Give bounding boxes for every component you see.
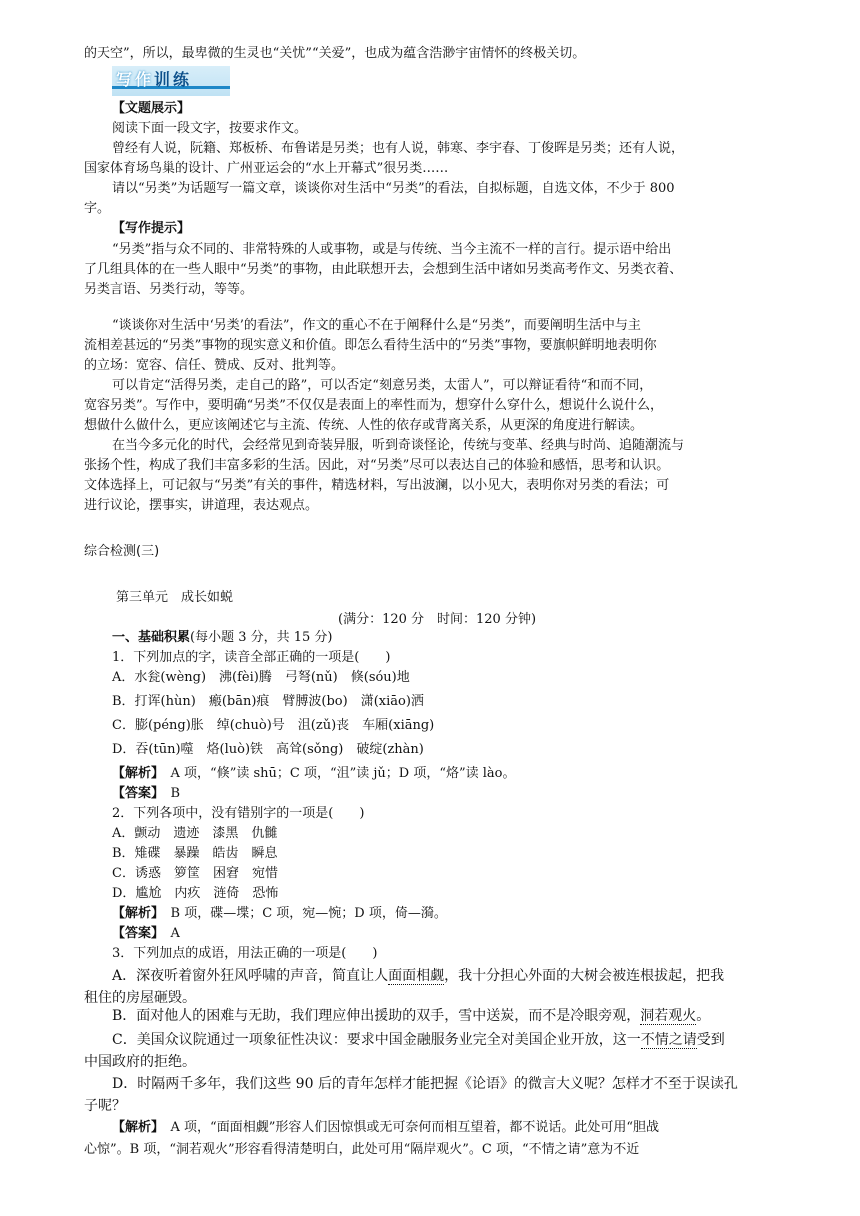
q2-option-b: B．雉碟 暴躁 皓齿 瞬息 [112,846,278,861]
q3-idiom-c: 不情之请 [640,1032,697,1048]
banner-text-part2: 训练 [154,70,193,89]
q3-option-c: C．美国众议院通过一项象征性决议：要求中国金融服务业完全对美国企业开放，这一不情之请受到 [112,1032,725,1048]
q3-option-d-cont: 子呢？ [84,1098,126,1114]
q1-option-a: A．水瓮(wèng) 沸(fèi)腾 弓弩(nǔ) 倏(sóu)地 [112,670,410,685]
q1-option-b: B．打诨(hùn) 瘢(bān)痕 臂膊波(bo) 潇(xiāo)洒 [112,694,424,709]
heading-prompt: 【文题展示】 [112,101,191,116]
q1-option-d: D．吞(tūn)噬 烙(luò)铁 高耸(sǒng) 破绽(zhàn) [112,742,424,757]
prompt-line: 阅读下面一段文字，按要求作文。 [112,121,308,136]
tips-line: 流相差甚远的“另类”事物的现实意义和价值。即怎么看待生活中的“另类”事物，要旗帜鲜明地表明你 [84,338,657,353]
prompt-line: 国家体育场鸟巢的设计、广州亚运会的“水上开幕式”很另类…… [84,161,449,176]
q3-option-d: D．时隔两千多年，我们这些 90 后的青年怎样才能把握《论语》的微言大义呢？怎样才不至于误读孔 [112,1076,738,1092]
q3-option-c-cont: 中国政府的拒绝。 [84,1054,196,1070]
tips-line: “另类”指与众不同的、非常特殊的人或事物，或是与传统、当今主流不一样的言行。提示语中给出 [112,242,672,257]
tips-line: 的立场：宽容、信任、赞成、反对、批判等。 [84,358,345,373]
q3-option-a: A．深夜听着窗外狂风呼啸的声音，简直让人面面相觑，我十分担心外面的大树会被连根拔起，把我 [112,968,725,984]
q1-stem: 1．下列加点的字，读音全部正确的一项是( ) [112,650,391,665]
q2-analysis: 【解析】 B 项，碟—堞；C 项，宛—惋；D 项，倚—漪。 [112,906,447,921]
tips-line: 进行议论，摆事实，讲道理，表达观点。 [84,498,319,513]
tips-line: 文体选择上，可记叙与“另类”有关的事件，精选材料，写出波澜，以小见大，表明你对另类的看法；可 [84,478,670,493]
tips-line: 张扬个性，构成了我们丰富多彩的生活。因此，对“另类”尽可以表达自己的体验和感悟，思考和认识。 [84,458,670,473]
q2-answer: 【答案】 A [112,926,180,941]
q3-option-a-cont: 租住的房屋砸毁。 [84,990,196,1006]
tips-line: 另类言语、另类行动，等等。 [84,282,254,297]
test-title: 综合检测(三) [84,544,160,559]
tips-line: 在当今多元化的时代，会经常见到奇装异服，听到奇谈怪论，传统与变革、经典与时尚、追随潮流与 [112,438,685,453]
tips-line: 宽容另类”。写作中，要明确“另类”不仅仅是表面上的率性而为，想穿什么穿什么，想说什么说什么， [84,398,663,413]
tips-line: 了几组具体的在一些人眼中“另类”的事物，由此联想开去，会想到生活中诸如另类高考作文、另类衣着、 [84,262,683,277]
q2-option-d: D．尴尬 内疚 涟倚 恐怖 [112,886,279,901]
unit-title: 第三单元 成长如蜕 [116,590,234,605]
q2-stem: 2．下列各项中，没有错别字的一项是( ) [112,806,365,821]
q3-idiom-a: 面面相觑 [388,968,445,984]
prompt-line: 请以“另类”为话题写一篇文章，谈谈你对生活中“另类”的看法，自拟标题，自选文体，不少于 800 [112,181,675,196]
intro-tail: 的天空”，所以，最卑微的生灵也“关忧”“关爱”，也成为蕴含浩渺宇宙情怀的终极关切。 [84,46,586,61]
q2-option-a: A．颤动 遗迹 漆黑 仇雠 [112,826,278,841]
q1-answer: 【答案】 B [112,786,181,801]
q1-analysis: 【解析】 A 项，“倏”读 shū；C 项，“沮”读 jǔ；D 项，“烙”读 lào。 [112,766,516,781]
prompt-line: 字。 [84,201,111,216]
heading-tips: 【写作提示】 [112,221,191,236]
q3-analysis-cont: 心惊”。B 项，“洞若观火”形容看得清楚明白，此处可用“隔岸观火”。C 项，“不情之请”意为不近 [84,1142,640,1157]
tips-line: 可以肯定“活得另类，走自己的路”，可以否定“刻意另类，太雷人”，可以辩证看待“和而不同， [112,378,653,393]
q3-idiom-b: 洞若观火 [640,1008,697,1024]
q1-option-c: C．膨(péng)胀 绰(chuò)号 沮(zǔ)丧 车厢(xiāng) [112,718,435,733]
prompt-line: 曾经有人说，阮籍、郑板桥、布鲁诺是另类；也有人说，韩寒、李宇春、丁俊晖是另类；还有人说， [112,141,685,156]
q3-stem: 3．下列加点的成语，用法正确的一项是( ) [112,946,378,961]
test-meta: (满分：120 分 时间：120 分钟) [338,612,537,627]
tips-line: 想做什么做什么，更应该阐述它与主流、传统、人性的依存或背离关系，从更深的角度进行解读。 [84,418,644,433]
banner-text-part1: 写作 [116,70,155,89]
q2-option-c: C．诱惑 箩筐 困窘 宛惜 [112,866,278,881]
q3-analysis: 【解析】 A 项，“面面相觑”形容人们因惊惧或无可奈何而相互望着，都不说话。此处可用“胆战 [112,1120,659,1135]
section-heading: 一、基础积累(每小题 3 分，共 15 分) [112,630,333,645]
writing-training-banner [112,66,230,96]
tips-line: “谈谈你对生活中‘另类’的看法”，作文的重心不在于阐释什么是“另类”，而要阐明生活中与主 [112,318,641,333]
q3-option-b: B．面对他人的困难与无助，我们理应伸出援助的双手，雪中送炭，而不是冷眼旁观，洞若观火。 [112,1008,711,1024]
